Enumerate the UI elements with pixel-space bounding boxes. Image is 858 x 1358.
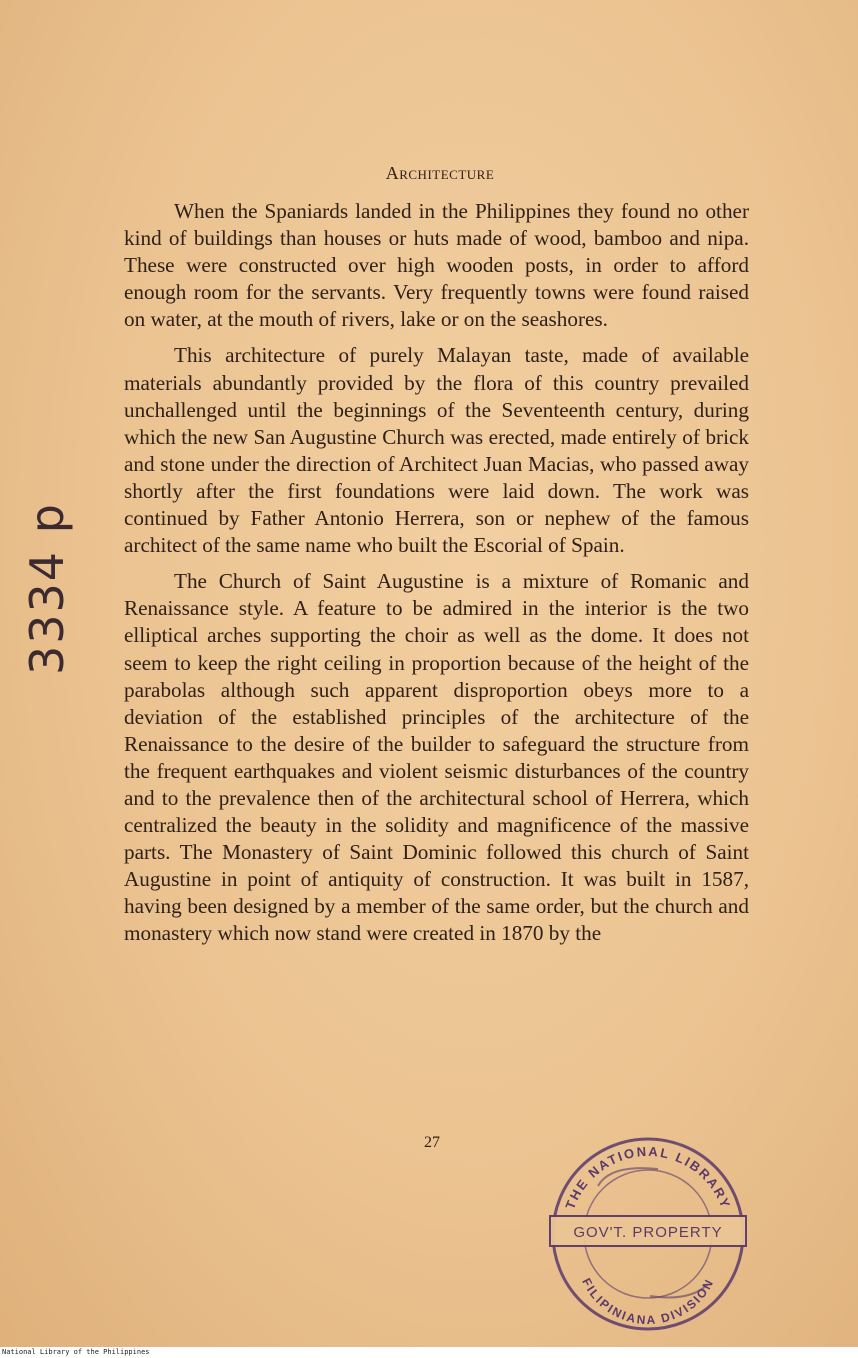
footer-credit: National Library of the Philippines	[0, 1347, 858, 1358]
stamp-center-text: GOV'T. PROPERTY	[573, 1224, 723, 1241]
page-number: 27	[424, 1134, 440, 1151]
paragraph-1: When the Spaniards landed in the Philippines they found no other kind of buildings than houses or huts made of wood, bamboo and nipa. These were constructed over high wooden posts, in order to afford enough room for the servants. Very frequently towns were found raised on water, at the mouth of rivers, lake or on the seashores.	[124, 199, 749, 332]
page-title: Architecture	[385, 163, 495, 183]
stamp-bottom-text: FILIPINIANA DIVISION	[579, 1275, 717, 1328]
library-stamp	[540, 1134, 755, 1334]
body-text	[124, 198, 749, 957]
paragraph-3: The Church of Saint Augustine is a mixture of Romanic and Renaissance style. A feature to be admired in the interior is the two elliptical arches supporting the choir as well as the dome. It does not seem to keep the right ceiling in proportion because of the height of the parabolas although such apparent disproportion obeys more to a deviation of the established principles of the architecture of the Renaissance to the desire of the builder to safeguard the structure from the frequent earthquakes and violent seismic disturbances of the country and to the prevalence then of the architectural school of Herrera, which centralized the beauty in the solidity and magnificence of the massive parts. The Monastery of Saint Dominic followed this church of Saint Augustine in point of antiquity of construction. It was built in 1587, having been designed by a member of the same order, but the church and monastery which now stand were created in 1870 by the	[124, 569, 749, 946]
paragraph-2: This architecture of purely Malayan taste, made of available materials abundantly provided by the flora of this country prevailed unchallenged until the beginnings of the Seventeenth century, during which the new San Augustine Church was erected, made entirely of brick and stone under the direction of Architect Juan Macias, who passed away shortly after the first foundations were laid down. The work was continued by Father Antonio Herrera, son or nephew of the famous architect of the same name who built the Escorial of Spain.	[124, 343, 749, 558]
stamp-top-text: THE NATIONAL LIBRARY	[562, 1143, 734, 1212]
handwritten-call-number: 3334 p	[20, 502, 74, 675]
